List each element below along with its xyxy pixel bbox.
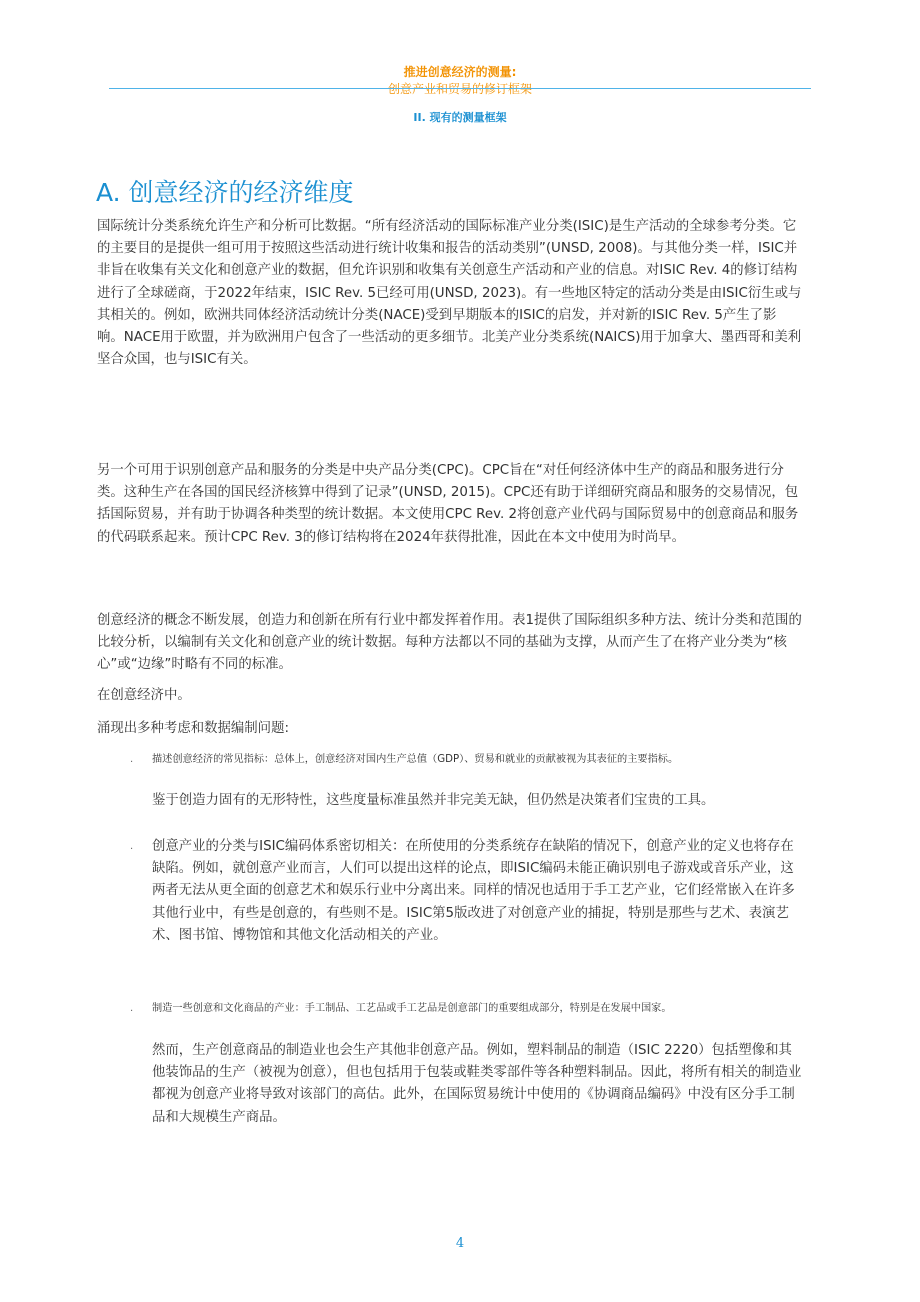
page-number: 4 <box>455 1236 465 1251</box>
bullet-marker: · <box>130 844 134 855</box>
paragraph-short-1: 在创意经济中。 <box>97 688 191 703</box>
paragraph-cpc: 另一个可用于识别创意产品和服务的分类是中央产品分类(CPC)。CPC旨在“对任何经济体中生产的商品和服务进行分类。这种生产在各国的国民经济核算中得到了记录”(UNSD, 2015)。CPC还有助于详细研究商品和服务的交易情况，包括国际贸易，并有助于协调各种类型的统计数据。本文使用CPC Rev. 2将创意产业代码与国际贸易中的创意商品和服务的代码联系起来。预计CPC Rev. 3的修订结构将在2024年获得批准，因此在本文中使用为时尚早。 <box>97 463 799 545</box>
page-title: A. 创意经济的经济维度 <box>96 178 354 207</box>
section-label: II. 现有的测量框架 <box>413 111 507 124</box>
bullet-isic-classification: 创意产业的分类与ISIC编码体系密切相关：在所使用的分类系统存在缺陷的情况下，创意产业的定义也将存在缺陷。例如，就创意产业而言，人们可以提出这样的论点，即ISIC编码未能正确识别电子游戏或音乐产业，这两者无法从更全面的创意艺术和娱乐行业中分离出来。同样的情况也适用于手工艺产业，它们经常嵌入在许多其他行业中，有些是创意的，有些则不是。ISIC第5版改进了对创意产业的捕捉，特别是那些与艺术、表演艺术、图书馆、博物馆和其他文化活动相关的产业。 <box>152 839 795 943</box>
paragraph-short-2: 涌现出多种考虑和数据编制问题: <box>97 721 289 736</box>
bullet-indicators-followup: 鉴于创造力固有的无形特性，这些度量标准虽然并非完美无缺，但仍然是决策者们宝贵的工具。 <box>152 793 715 808</box>
bullet-manufacturing: 制造一些创意和文化商品的产业：手工制品、工艺品或手工艺品是创意部门的重要组成部分，特别是在发展中国家。 <box>152 1003 672 1014</box>
header-divider <box>109 88 811 89</box>
paragraph-concept: 创意经济的概念不断发展，创造力和创新在所有行业中都发挥着作用。表1提供了国际组织多种方法、统计分类和范围的比较分析，以编制有关文化和创意产业的统计数据。每种方法都以不同的基础为支撑，从而产生了在将产业分类为“核心”或“边缘”时略有不同的标准。 <box>97 613 802 673</box>
running-header-subtitle: 创意产业和贸易的修订框架 <box>387 82 532 96</box>
bullet-manufacturing-followup: 然而，生产创意商品的制造业也会生产其他非创意产品。例如，塑料制品的制造（ISIC 2220）包括塑像和其他装饰品的生产（被视为创意），但也包括用于包装或鞋类零部件等各种塑料制品。因此，将所有相关的制造业都视为创意产业将导致对该部门的高估。此外，在国际贸易统计中使用的《协调商品编码》中没有区分手工制品和大规模生产商品。 <box>152 1043 802 1125</box>
bullet-marker: · <box>130 757 134 768</box>
paragraph-isic: 国际统计分类系统允许生产和分析可比数据。“所有经济活动的国际标准产业分类(ISIC)是生产活动的全球参考分类。它的主要目的是提供一组可用于按照这些活动进行统计收集和报告的活动类别”(UNSD, 2008)。与其他分类一样，ISIC并非旨在收集有关文化和创意产业的数据，但允许识别和收集有关创意生产活动和产业的信息。对ISIC Rev. 4的修订结构进行了全球磋商，于2022年结束，ISIC Rev. 5已经可用(UNSD, 2023)。有一些地区特定的活动分类是由ISIC衍生或与其相关的。例如，欧洲共同体经济活动统计分类(NACE)受到早期版本的ISIC的启发，并对新的ISIC Rev. 5产生了影响。NACE用于欧盟，并为欧洲用户包含了一些活动的更多细节。北美产业分类系统(NAICS)用于加拿大、墨西哥和美利坚合众国，也与ISIC有关。 <box>97 219 802 368</box>
running-header-title: 推进创意经济的测量: <box>403 65 517 79</box>
bullet-marker: · <box>130 1006 134 1017</box>
bullet-indicators: 描述创意经济的常见指标：总体上，创意经济对国内生产总值（GDP）、贸易和就业的贡献被视为其表征的主要指标。 <box>152 754 679 765</box>
